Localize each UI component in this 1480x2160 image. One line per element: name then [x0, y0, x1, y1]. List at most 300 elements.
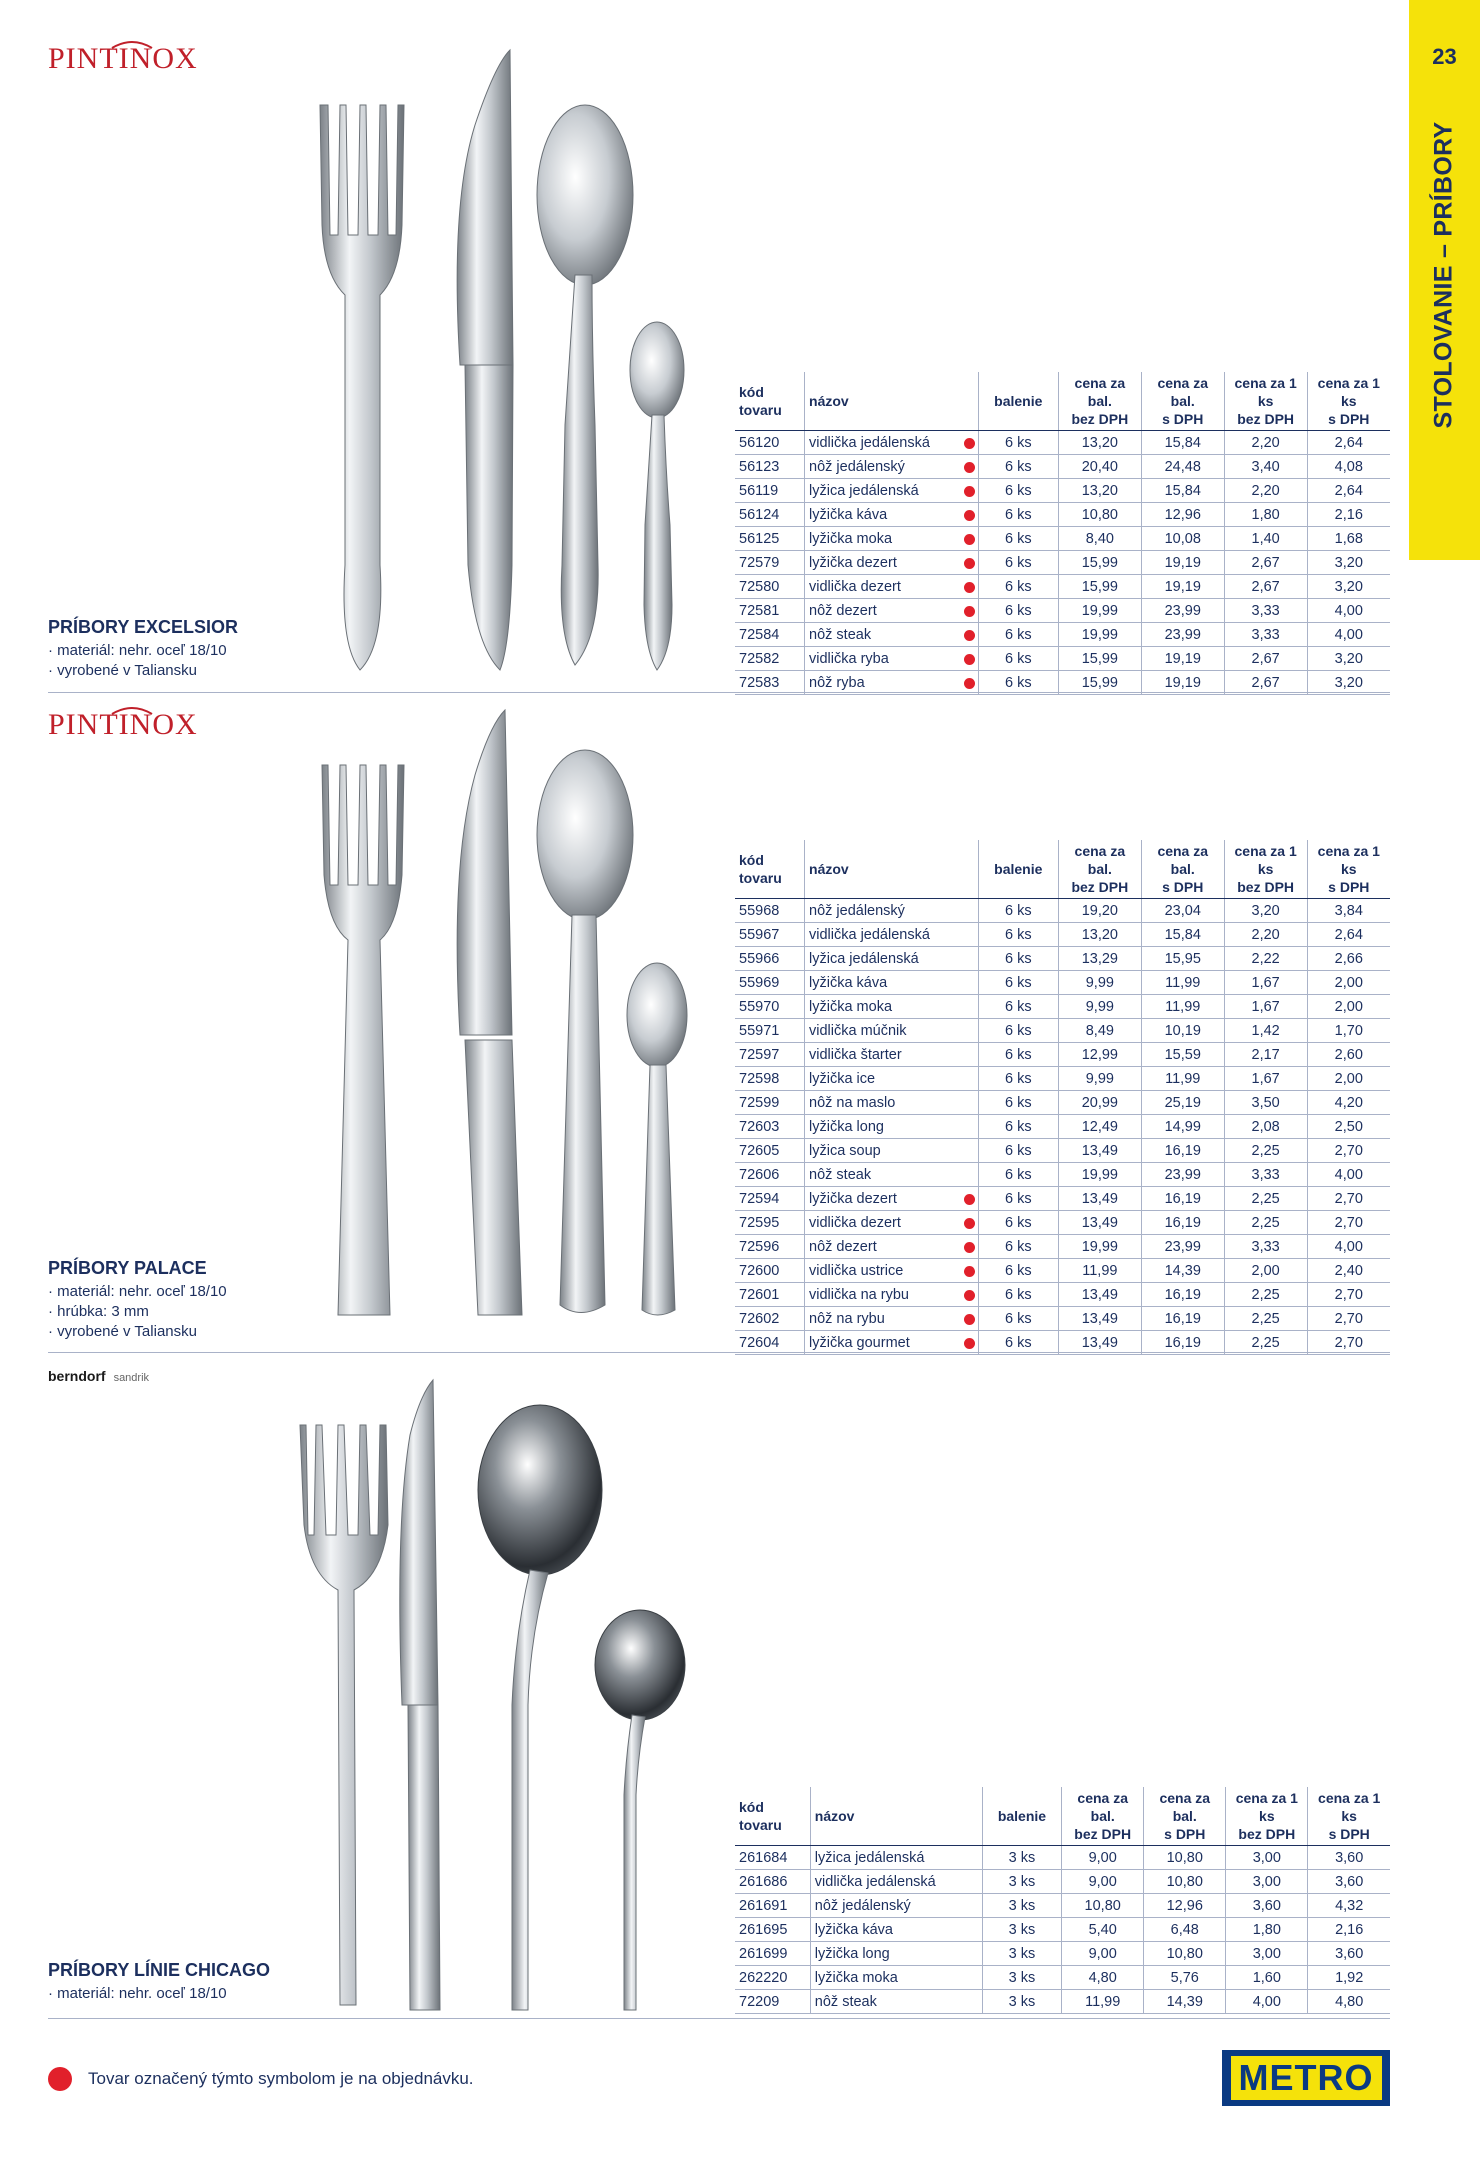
price-pack-gross-text: 23,99: [1164, 1166, 1201, 1183]
table-row: [735, 1235, 1390, 1259]
price-pack-net-text: 13,20: [1081, 434, 1118, 451]
pack-size-text: 6 ks: [1005, 1046, 1032, 1063]
feature-line: · materiál: nehr. oceľ 18/10: [48, 1985, 227, 2002]
metro-logo: [1222, 2050, 1390, 2106]
price-pack-net-text: 15,99: [1081, 650, 1118, 667]
price-pack-net: [1062, 1966, 1144, 1990]
price-pack-net: [1058, 599, 1141, 623]
price-unit-net-text: 2,22: [1251, 950, 1280, 967]
price-pack-gross-text: 25,19: [1164, 1094, 1201, 1111]
product-code-text: 72603: [739, 1118, 780, 1135]
price-unit-net-text: 2,00: [1251, 1262, 1280, 1279]
table-row: [735, 599, 1390, 623]
product-code-text: 72584: [739, 626, 780, 643]
column-header-pack: [978, 840, 1058, 899]
price-unit-gross: [1308, 1942, 1390, 1966]
price-pack-net: [1062, 1846, 1144, 1870]
price-unit-gross-text: 3,60: [1335, 1945, 1364, 1962]
product-name-text: lyžička long: [814, 1945, 890, 1962]
product-name-text: lyžička dezert: [809, 1190, 897, 1207]
column-header-pack-net: [1058, 840, 1141, 899]
pack-size: [978, 431, 1058, 455]
column-header-pack-gross: [1144, 1787, 1226, 1846]
column-header-code: [735, 372, 805, 431]
price-unit-gross-text: 3,20: [1334, 650, 1363, 667]
logo-hat-icon: [110, 38, 154, 50]
price-unit-gross: [1307, 647, 1390, 671]
price-pack-net: [1058, 995, 1141, 1019]
pack-size-text: 3 ks: [1008, 1873, 1036, 1890]
price-unit-gross-text: 4,00: [1334, 1166, 1363, 1183]
price-pack-net-text: 9,00: [1088, 1849, 1117, 1866]
pack-size-text: 3 ks: [1008, 1945, 1036, 1962]
price-pack-gross: [1141, 995, 1224, 1019]
column-header-label: cena za 1 ks: [1235, 1790, 1298, 1824]
pack-size: [982, 1990, 1061, 2014]
product-name: [805, 1187, 979, 1211]
price-unit-gross: [1307, 1067, 1390, 1091]
price-unit-net-text: 2,20: [1251, 434, 1280, 451]
price-pack-gross: [1141, 647, 1224, 671]
pack-size: [978, 479, 1058, 503]
product-code-text: 72580: [739, 578, 780, 595]
price-pack-net-text: 13,49: [1081, 1310, 1118, 1327]
product-name: [805, 1307, 979, 1331]
price-unit-gross: [1307, 1187, 1390, 1211]
fork-icon: [320, 105, 404, 670]
price-pack-gross-text: 10,08: [1164, 530, 1201, 547]
price-unit-gross: [1307, 1283, 1390, 1307]
pack-size: [978, 1283, 1058, 1307]
table-row: [735, 1067, 1390, 1091]
product-name: [805, 671, 979, 695]
product-code-text: 56124: [739, 506, 780, 523]
price-unit-net-text: 2,67: [1251, 650, 1280, 667]
product-name-text: nôž steak: [809, 1166, 872, 1183]
product-name-text: vidlička jedálenská: [809, 434, 930, 451]
pack-size-text: 6 ks: [1005, 1238, 1032, 1255]
price-unit-net-text: 2,67: [1251, 674, 1280, 691]
price-unit-net: [1224, 671, 1307, 695]
order-symbol-icon: [964, 630, 975, 641]
price-pack-net: [1058, 1283, 1141, 1307]
product-code-text: 72597: [739, 1046, 780, 1063]
table-row: [735, 1211, 1390, 1235]
pack-size: [978, 1091, 1058, 1115]
price-pack-gross: [1141, 1163, 1224, 1187]
column-header-unit-net: [1224, 840, 1307, 899]
product-code-text: 56119: [739, 482, 779, 499]
price-pack-gross: [1141, 1283, 1224, 1307]
section-tab: [1409, 0, 1480, 560]
price-unit-gross-text: 4,00: [1334, 626, 1363, 643]
product-name-text: nôž steak: [809, 626, 872, 643]
product-name: [805, 551, 979, 575]
order-symbol-icon: [964, 1314, 975, 1325]
price-pack-gross: [1141, 527, 1224, 551]
price-pack-gross-text: 23,99: [1164, 1238, 1201, 1255]
section-title: PRÍBORY PALACE: [48, 1258, 207, 1278]
price-pack-net-text: 12,99: [1081, 1046, 1118, 1063]
product-name-text: vidlička na rybu: [809, 1286, 909, 1303]
column-header-label: balenie: [994, 861, 1043, 877]
price-pack-net: [1058, 1163, 1141, 1187]
column-header-label: balenie: [994, 393, 1043, 409]
berndorf-logo-text: berndorf: [48, 1368, 106, 1384]
section-info-excelsior: [48, 617, 318, 681]
price-unit-net: [1224, 599, 1307, 623]
price-pack-gross: [1141, 575, 1224, 599]
product-name-text: vidlička jedálenská: [809, 926, 930, 943]
product-code-text: 72600: [739, 1262, 780, 1279]
price-unit-gross: [1307, 479, 1390, 503]
table-row: [735, 671, 1390, 695]
product-name: [805, 995, 979, 1019]
product-code-text: 261686: [739, 1873, 788, 1890]
price-pack-gross-text: 11,99: [1165, 974, 1201, 991]
price-unit-net: [1224, 1211, 1307, 1235]
product-code: [735, 647, 805, 671]
price-unit-gross: [1307, 1259, 1390, 1283]
price-pack-gross: [1141, 1091, 1224, 1115]
product-code: [735, 1283, 805, 1307]
price-unit-net-text: 3,50: [1251, 1094, 1280, 1111]
price-unit-gross-text: 1,92: [1335, 1969, 1364, 1986]
section-title: PRÍBORY EXCELSIOR: [48, 617, 239, 637]
price-pack-net-text: 11,99: [1085, 1993, 1121, 2010]
product-name-text: vidlička dezert: [809, 578, 901, 595]
chicago-cutlery-image: [290, 1375, 700, 2025]
product-name: [805, 479, 979, 503]
column-header-label: s DPH: [1162, 411, 1204, 427]
section-info-chicago: [48, 1960, 318, 2004]
product-name: [810, 1846, 982, 1870]
column-header-unit-net: [1226, 1787, 1308, 1846]
pack-size-text: 6 ks: [1005, 1118, 1032, 1135]
price-pack-gross: [1141, 971, 1224, 995]
price-unit-gross: [1307, 1331, 1390, 1355]
table-header-row: [735, 1787, 1390, 1846]
price-unit-net-text: 3,33: [1251, 626, 1280, 643]
price-pack-net-text: 13,49: [1081, 1142, 1118, 1159]
price-unit-net: [1226, 1846, 1308, 1870]
price-unit-gross: [1307, 671, 1390, 695]
price-unit-gross: [1307, 971, 1390, 995]
price-pack-gross-text: 16,19: [1164, 1214, 1201, 1231]
product-code: [735, 1043, 805, 1067]
price-unit-gross: [1307, 1139, 1390, 1163]
price-unit-net: [1224, 899, 1307, 923]
product-name-text: nôž jedálenský: [809, 458, 905, 475]
table-row: [735, 995, 1390, 1019]
order-symbol-icon: [964, 486, 975, 497]
pack-size: [978, 647, 1058, 671]
product-code-text: 55968: [739, 902, 780, 919]
product-code-text: 72601: [739, 1286, 780, 1303]
price-table-palace: [735, 840, 1390, 1355]
price-unit-gross-text: 2,00: [1334, 1070, 1363, 1087]
price-pack-net: [1058, 431, 1141, 455]
price-unit-net-text: 2,25: [1251, 1142, 1280, 1159]
order-symbol-icon: [964, 438, 975, 449]
column-header-label: názov: [814, 1808, 855, 1824]
product-name: [805, 1115, 979, 1139]
column-header-label: cena za 1 ks: [1234, 843, 1297, 877]
column-header-label: s DPH: [1162, 879, 1204, 895]
product-name: [805, 1091, 979, 1115]
price-unit-net-text: 3,60: [1252, 1897, 1281, 1914]
price-unit-net: [1226, 1918, 1308, 1942]
table-row: [735, 1091, 1390, 1115]
price-pack-gross-text: 5,76: [1170, 1969, 1199, 1986]
price-unit-net-text: 3,00: [1252, 1945, 1281, 1962]
price-unit-net: [1226, 1966, 1308, 1990]
product-name-text: lyžička káva: [814, 1921, 893, 1938]
pack-size: [978, 923, 1058, 947]
column-header-label: názov: [809, 393, 849, 409]
product-code: [735, 1163, 805, 1187]
pack-size-text: 6 ks: [1005, 1190, 1032, 1207]
price-pack-net-text: 13,49: [1081, 1286, 1118, 1303]
column-header-name: [805, 372, 979, 431]
order-symbol-icon: [964, 1290, 975, 1301]
product-code: [735, 455, 805, 479]
order-symbol-icon: [964, 1194, 975, 1205]
section-divider: [48, 1352, 1390, 1353]
price-pack-net: [1058, 551, 1141, 575]
order-symbol-icon: [964, 582, 975, 593]
product-code: [735, 527, 805, 551]
price-pack-gross: [1141, 1187, 1224, 1211]
pack-size: [978, 623, 1058, 647]
price-pack-gross-text: 10,19: [1164, 1022, 1201, 1039]
product-name-text: nôž dezert: [809, 1238, 877, 1255]
section-title-vertical: STOLOVANIE – PRÍBORY: [1429, 121, 1458, 429]
price-unit-net: [1226, 1990, 1308, 2014]
price-unit-gross-text: 2,70: [1334, 1214, 1363, 1231]
price-pack-gross: [1144, 1990, 1226, 2014]
knife-icon: [457, 50, 513, 670]
column-header-label: balenie: [997, 1808, 1047, 1824]
product-name-text: vidlička štarter: [809, 1046, 902, 1063]
price-pack-net-text: 10,80: [1081, 506, 1118, 523]
table-row: [735, 1163, 1390, 1187]
price-pack-gross-text: 15,59: [1164, 1046, 1201, 1063]
price-unit-gross-text: 4,00: [1334, 1238, 1363, 1255]
product-code: [735, 431, 805, 455]
price-pack-net-text: 5,40: [1088, 1921, 1117, 1938]
pack-size: [978, 551, 1058, 575]
product-name-text: nôž steak: [814, 1993, 877, 2010]
feature-line: · vyrobené v Taliansku: [48, 662, 197, 679]
price-pack-net-text: 13,20: [1081, 926, 1118, 943]
table-row: [735, 575, 1390, 599]
table-row: [735, 1966, 1390, 1990]
column-header-label: názov: [809, 861, 849, 877]
product-code-text: 55967: [739, 926, 780, 943]
product-code: [735, 671, 805, 695]
section-divider: [48, 2018, 1390, 2019]
pack-size: [978, 527, 1058, 551]
price-unit-net-text: 2,67: [1251, 578, 1280, 595]
price-unit-gross-text: 2,66: [1334, 950, 1363, 967]
pintinox-logo: [48, 42, 198, 76]
price-pack-net-text: 15,99: [1081, 554, 1118, 571]
price-pack-gross-text: 15,95: [1164, 950, 1201, 967]
price-unit-gross: [1307, 1043, 1390, 1067]
product-code: [735, 1846, 810, 1870]
price-unit-net: [1224, 455, 1307, 479]
price-pack-net-text: 19,20: [1081, 902, 1118, 919]
price-unit-gross-text: 2,00: [1334, 998, 1363, 1015]
section-divider: [48, 692, 1390, 693]
price-pack-gross: [1141, 1043, 1224, 1067]
pack-size: [982, 1966, 1061, 1990]
price-unit-gross-text: 3,60: [1335, 1873, 1364, 1890]
price-pack-gross: [1144, 1846, 1226, 1870]
product-code: [735, 923, 805, 947]
price-unit-gross-text: 1,68: [1334, 530, 1363, 547]
product-code: [735, 1091, 805, 1115]
price-pack-net-text: 19,99: [1081, 1238, 1118, 1255]
pack-size: [978, 1139, 1058, 1163]
product-name: [805, 431, 979, 455]
column-header-label: bez DPH: [1071, 411, 1129, 427]
product-code-text: 55969: [739, 974, 780, 991]
product-code-text: 72598: [739, 1070, 780, 1087]
table-row: [735, 899, 1390, 923]
product-name-text: vidlička múčnik: [809, 1022, 907, 1039]
price-pack-net: [1058, 1259, 1141, 1283]
pintinox-logo: [48, 708, 198, 742]
price-pack-net: [1058, 1091, 1141, 1115]
product-name: [805, 1259, 979, 1283]
price-pack-gross-text: 24,48: [1164, 458, 1201, 475]
price-unit-net: [1224, 1091, 1307, 1115]
pack-size: [978, 1043, 1058, 1067]
price-pack-net-text: 15,99: [1081, 578, 1118, 595]
price-unit-gross-text: 2,70: [1334, 1334, 1363, 1351]
price-pack-gross: [1141, 671, 1224, 695]
product-name-text: lyžička ice: [809, 1070, 876, 1087]
product-name: [805, 1163, 979, 1187]
table-row: [735, 623, 1390, 647]
price-unit-net: [1224, 527, 1307, 551]
spoon-icon: [478, 1405, 602, 2010]
price-unit-net-text: 1,60: [1252, 1969, 1281, 1986]
price-pack-gross: [1141, 947, 1224, 971]
column-header-code: [735, 840, 805, 899]
price-pack-net: [1062, 1942, 1144, 1966]
product-code-text: 55970: [739, 998, 780, 1015]
price-pack-net: [1058, 671, 1141, 695]
column-header-label: bez DPH: [1071, 879, 1129, 895]
product-name: [805, 1331, 979, 1355]
pack-size-text: 3 ks: [1008, 1849, 1036, 1866]
price-pack-gross-text: 15,84: [1164, 926, 1201, 943]
product-name: [805, 1139, 979, 1163]
price-unit-gross: [1307, 503, 1390, 527]
pack-size-text: 6 ks: [1005, 1142, 1032, 1159]
pack-size-text: 6 ks: [1005, 1166, 1032, 1183]
order-symbol-icon: [964, 678, 975, 689]
price-pack-net-text: 15,99: [1081, 674, 1118, 691]
product-name-text: nôž na rybu: [809, 1310, 885, 1327]
product-code-text: 55966: [739, 950, 780, 967]
product-code: [735, 1115, 805, 1139]
table-row: [735, 1307, 1390, 1331]
column-header-unit-gross: [1308, 1787, 1390, 1846]
price-pack-net-text: 13,49: [1081, 1190, 1118, 1207]
pack-size-text: 6 ks: [1005, 554, 1032, 571]
price-pack-gross-text: 11,99: [1165, 1070, 1201, 1087]
pack-size: [982, 1942, 1061, 1966]
pack-size-text: 3 ks: [1008, 1969, 1036, 1986]
product-name-text: lyžička dezert: [809, 554, 897, 571]
pack-size: [978, 575, 1058, 599]
table-row: [735, 1019, 1390, 1043]
price-pack-gross: [1141, 1211, 1224, 1235]
price-unit-net: [1224, 1115, 1307, 1139]
column-header-label: tovaru: [739, 870, 782, 886]
column-header-pack: [982, 1787, 1061, 1846]
price-unit-net-text: 1,40: [1251, 530, 1280, 547]
price-unit-gross: [1307, 551, 1390, 575]
price-pack-net: [1058, 971, 1141, 995]
price-pack-gross: [1141, 1019, 1224, 1043]
table-row: [735, 923, 1390, 947]
price-unit-gross-text: 4,32: [1335, 1897, 1364, 1914]
price-pack-gross-text: 10,80: [1166, 1849, 1203, 1866]
column-header-label: cena za bal.: [1159, 1790, 1211, 1824]
price-pack-net-text: 9,99: [1085, 998, 1114, 1015]
table-row: [735, 1043, 1390, 1067]
price-unit-gross: [1307, 1115, 1390, 1139]
column-header-label: cena za bal.: [1157, 375, 1209, 409]
price-unit-net-text: 1,67: [1251, 1070, 1280, 1087]
product-name: [805, 1235, 979, 1259]
price-pack-net-text: 19,99: [1081, 626, 1118, 643]
pack-size-text: 6 ks: [1005, 950, 1032, 967]
price-pack-net: [1058, 1043, 1141, 1067]
product-name-text: lyžica jedálenská: [809, 482, 919, 499]
sandrik-logo-text: sandrik: [113, 1372, 150, 1384]
column-header-label: cena za 1 ks: [1317, 375, 1380, 409]
knife-icon: [457, 710, 522, 1315]
price-pack-net-text: 13,29: [1081, 950, 1118, 967]
price-pack-gross-text: 16,19: [1164, 1142, 1201, 1159]
price-pack-net: [1058, 899, 1141, 923]
product-name: [810, 1894, 982, 1918]
pack-size-text: 6 ks: [1005, 434, 1032, 451]
price-unit-gross-text: 4,00: [1334, 602, 1363, 619]
price-unit-net: [1224, 1259, 1307, 1283]
price-unit-net: [1224, 647, 1307, 671]
palace-cutlery-image: [300, 705, 700, 1345]
pintinox-logo-text: PINTINOX: [48, 708, 198, 741]
order-symbol-icon: [964, 1266, 975, 1277]
price-unit-net-text: 2,20: [1251, 482, 1280, 499]
product-name: [805, 971, 979, 995]
price-unit-net: [1224, 1307, 1307, 1331]
price-pack-gross-text: 11,99: [1165, 998, 1201, 1015]
price-pack-gross: [1141, 1235, 1224, 1259]
column-header-unit-net: [1224, 372, 1307, 431]
product-code-text: 72582: [739, 650, 780, 667]
price-pack-gross-text: 10,80: [1166, 1945, 1203, 1962]
table-row: [735, 971, 1390, 995]
price-pack-gross: [1141, 1115, 1224, 1139]
